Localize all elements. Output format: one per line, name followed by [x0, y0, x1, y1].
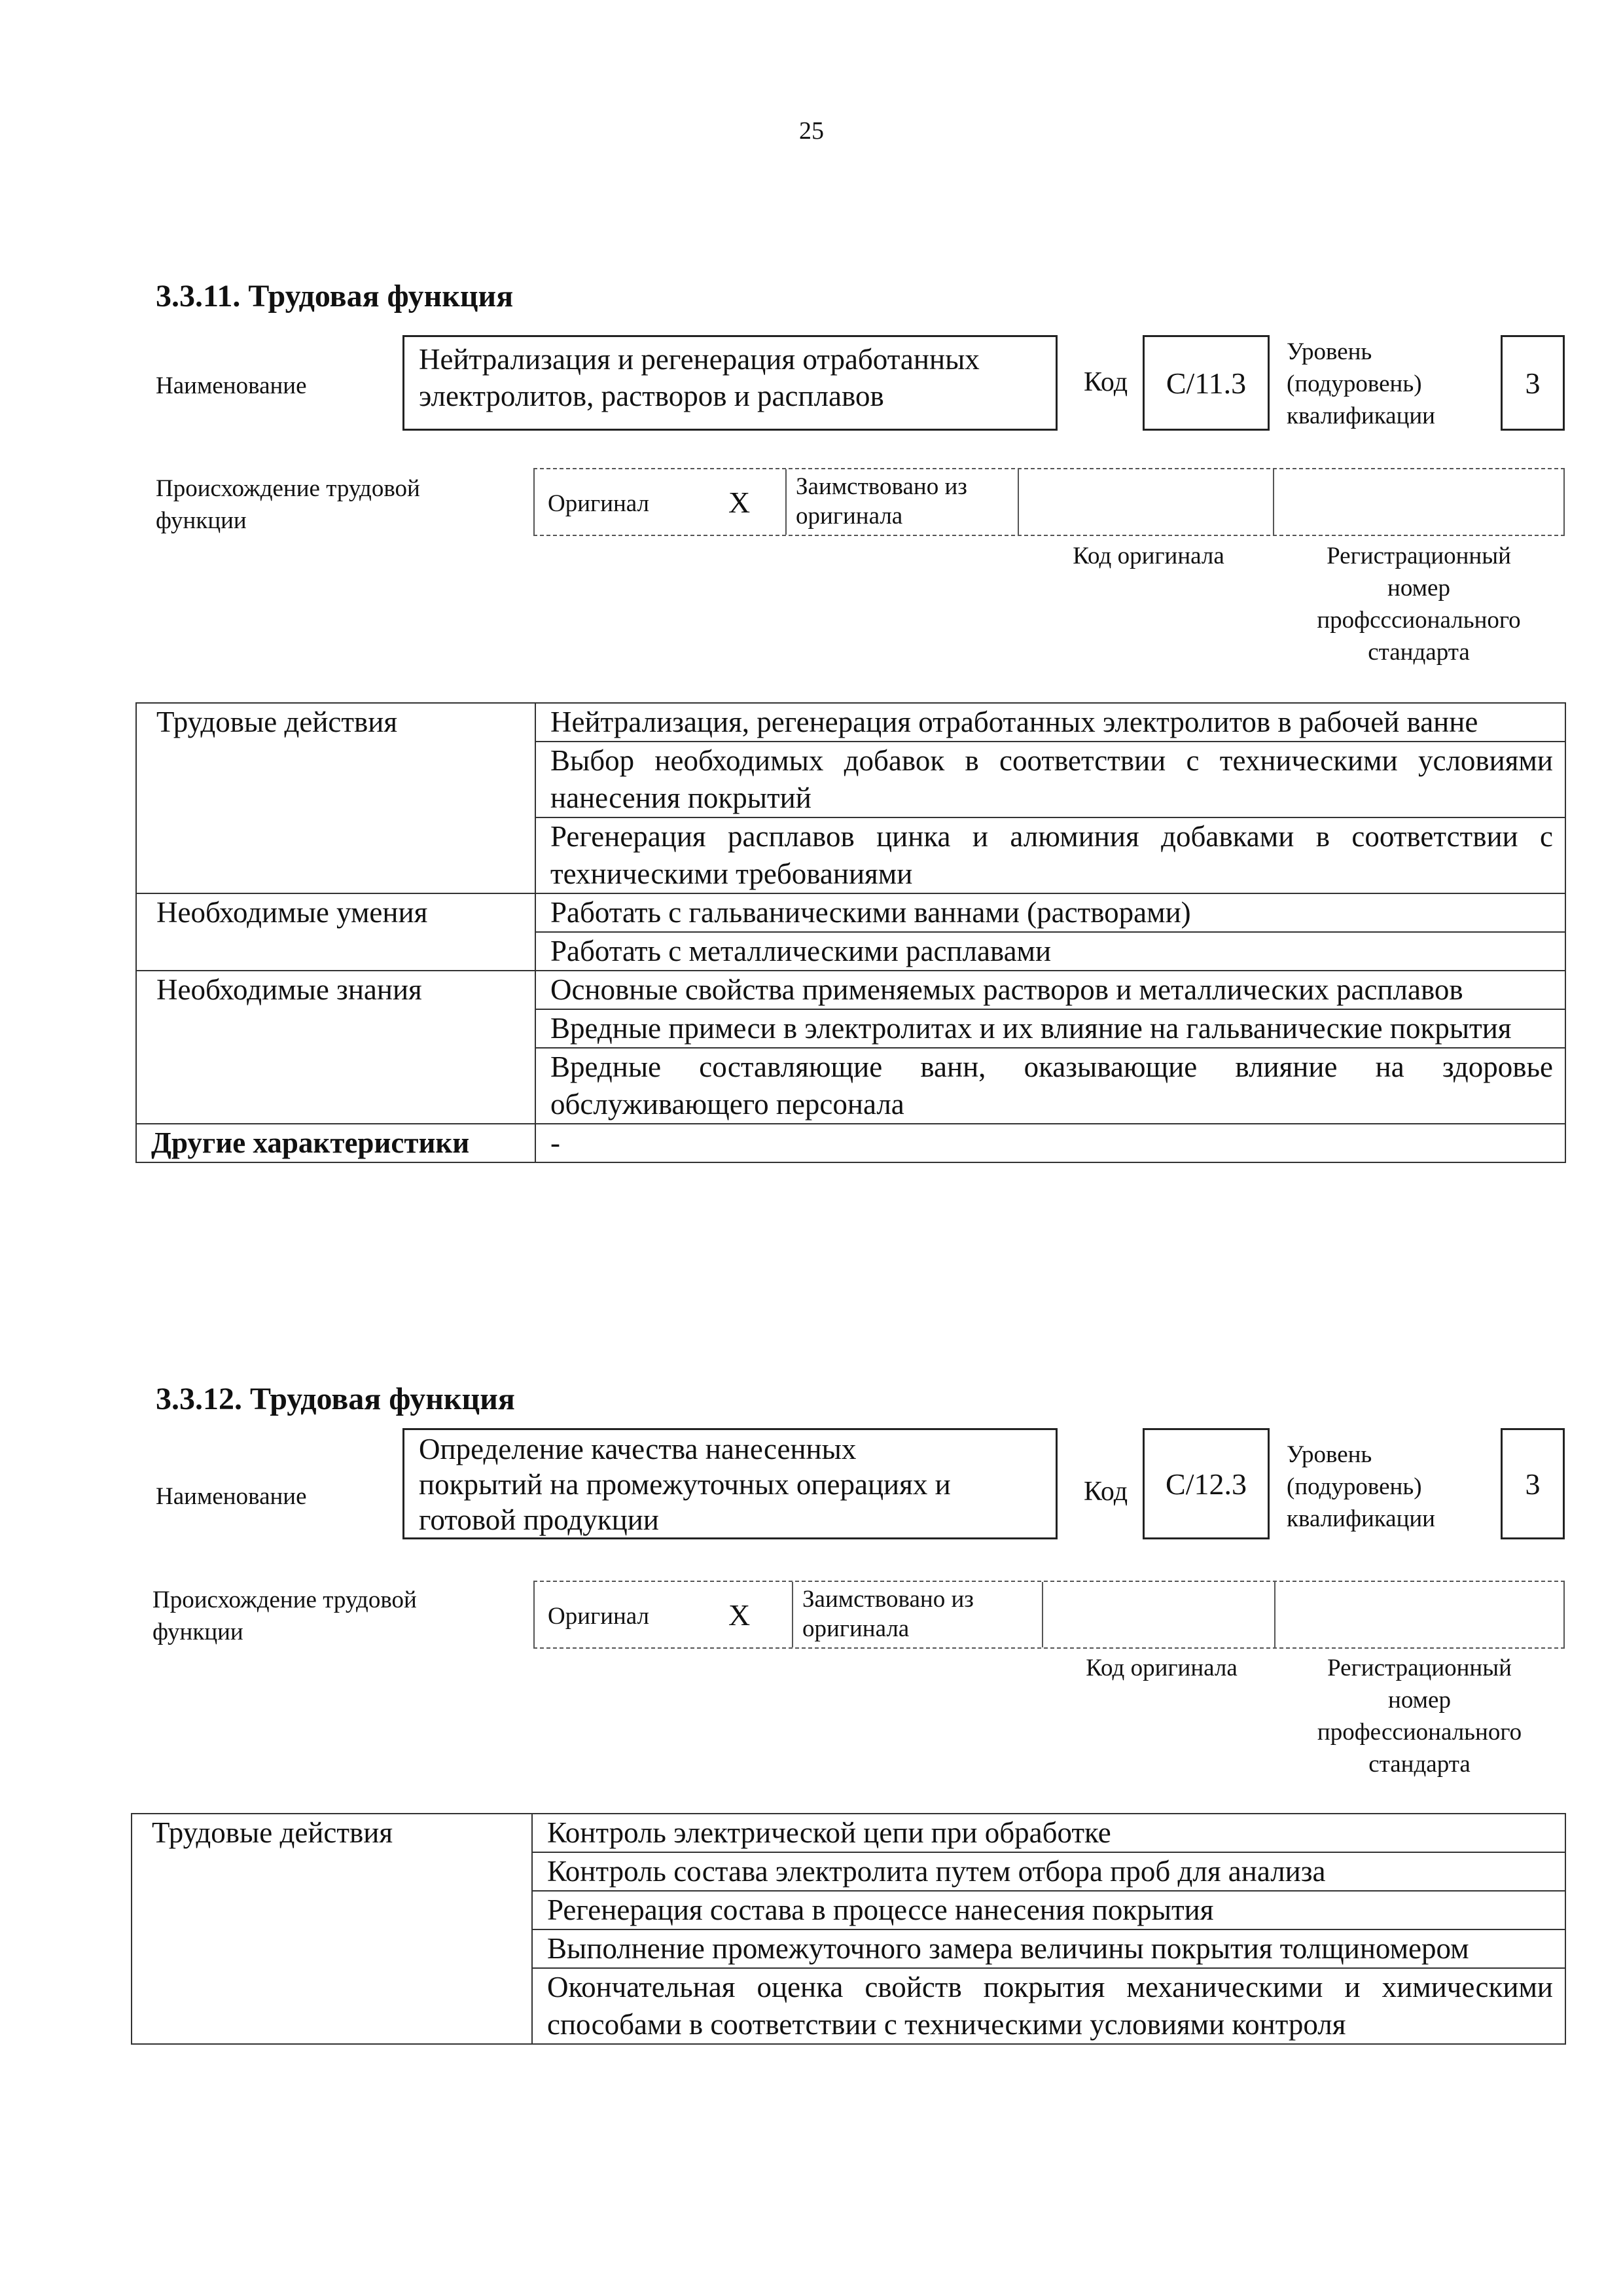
- function-name-line: покрытий на промежуточных операциях и: [419, 1468, 951, 1501]
- original-label: Оригинал: [548, 490, 650, 517]
- origin-title: Происхождение трудовой функции: [156, 475, 420, 534]
- origin-original-cell: [533, 469, 785, 535]
- table-cell: Нейтрализация, регенерация отработанных электролитов в рабочей ванне: [535, 703, 1565, 742]
- registration-number-cell: [1274, 1582, 1565, 1647]
- table-row: [136, 1124, 1565, 1162]
- function-code: C/12.3: [1143, 1428, 1270, 1539]
- origin-original-cell: [533, 1582, 792, 1647]
- table-cell: Вредные составляющие ванн, оказывающие влияние на здоровье обслуживающего персонала: [535, 1048, 1565, 1124]
- original-code-cell: [1018, 469, 1273, 535]
- row-heading: Другие характеристики: [136, 1124, 535, 1162]
- table-row: [136, 971, 1565, 1009]
- original-code-caption: Код оригинала: [1086, 1655, 1238, 1681]
- registration-number-caption: Регистрационный номер профсссионального стандарта: [1317, 543, 1521, 666]
- table-cell: Работать с гальваническими ваннами (растворами): [535, 893, 1565, 932]
- original-mark: X: [728, 486, 751, 519]
- table-cell: Вредные примеси в электролитах и их влияние на гальванические покрытия: [535, 1009, 1565, 1048]
- table-row: [132, 1814, 1565, 1852]
- code-label: Код: [1084, 367, 1128, 397]
- section-title: 3.3.11. Трудовая функция: [156, 279, 514, 314]
- table-cell: Окончательная оценка свойств покрытия механическими и химическими способами в соответствии с техническими условиями контроля: [532, 1968, 1565, 2044]
- qualification-level: 3: [1501, 1428, 1565, 1539]
- table-cell: Контроль состава электролита путем отбора проб для анализа: [532, 1852, 1565, 1891]
- table-cell: Регенерация расплавов цинка и алюминия добавками в соответствии с техническими требованиями: [535, 817, 1565, 893]
- table-cell: Регенерация состава в процессе нанесения покрытия: [532, 1891, 1565, 1929]
- function-name-line: Нейтрализация и регенерация отработанных: [419, 343, 980, 376]
- name-label: Наименование: [156, 1483, 307, 1510]
- original-code-cell: [1042, 1582, 1274, 1647]
- original-mark: X: [728, 1598, 751, 1632]
- original-label: Оригинал: [548, 1603, 650, 1630]
- table-cell: Выполнение промежуточного замера величины покрытия толщиномером: [532, 1929, 1565, 1968]
- original-code-caption: Код оригинала: [1073, 543, 1224, 569]
- row-heading: Необходимые знания: [136, 971, 535, 1124]
- registration-number-caption: Регистрационный номер профессионального стандарта: [1317, 1655, 1522, 1778]
- section-title: 3.3.12. Трудовая функция: [156, 1382, 515, 1416]
- origin-table: [533, 468, 1565, 536]
- name-label: Наименование: [156, 372, 307, 399]
- table-row: [136, 703, 1565, 742]
- origin-borrowed-cell: [792, 1582, 1042, 1647]
- row-heading: Необходимые умения: [136, 893, 535, 971]
- code-label: Код: [1084, 1477, 1128, 1507]
- function-name-box: [402, 1428, 1058, 1539]
- function-name-box: [402, 335, 1058, 431]
- function-name-line: Определение качества нанесенных: [419, 1433, 857, 1465]
- function-details-table: [131, 1813, 1566, 2045]
- borrowed-label: Заимствовано из оригинала: [796, 473, 967, 529]
- function-name-line: готовой продукции: [419, 1503, 659, 1536]
- row-heading: Трудовые действия: [136, 703, 535, 893]
- level-label: Уровень (подуровень) квалификации: [1287, 1441, 1435, 1532]
- qualification-level: 3: [1501, 335, 1565, 431]
- table-cell: -: [535, 1124, 1565, 1162]
- table-cell: Работать с металлическими расплавами: [535, 932, 1565, 971]
- function-code: C/11.3: [1143, 335, 1270, 431]
- function-details-table: [135, 702, 1566, 1163]
- row-heading: Трудовые действия: [132, 1814, 532, 2044]
- table-cell: Контроль электрической цепи при обработке: [532, 1814, 1565, 1852]
- table-cell: Основные свойства применяемых растворов и металлических расплавов: [535, 971, 1565, 1009]
- registration-number-cell: [1273, 469, 1565, 535]
- page-number: 25: [799, 117, 824, 145]
- table-row: [136, 893, 1565, 932]
- level-label: Уровень (подуровень) квалификации: [1287, 338, 1435, 429]
- origin-title: Происхождение трудовой функции: [152, 1587, 417, 1645]
- function-name-line: электролитов, растворов и расплавов: [419, 380, 884, 412]
- borrowed-label: Заимствовано из оригинала: [802, 1586, 974, 1642]
- origin-table: [533, 1581, 1565, 1649]
- origin-borrowed-cell: [785, 469, 1018, 535]
- table-cell: Выбор необходимых добавок в соответствии с техническими условиями нанесения покрытий: [535, 742, 1565, 817]
